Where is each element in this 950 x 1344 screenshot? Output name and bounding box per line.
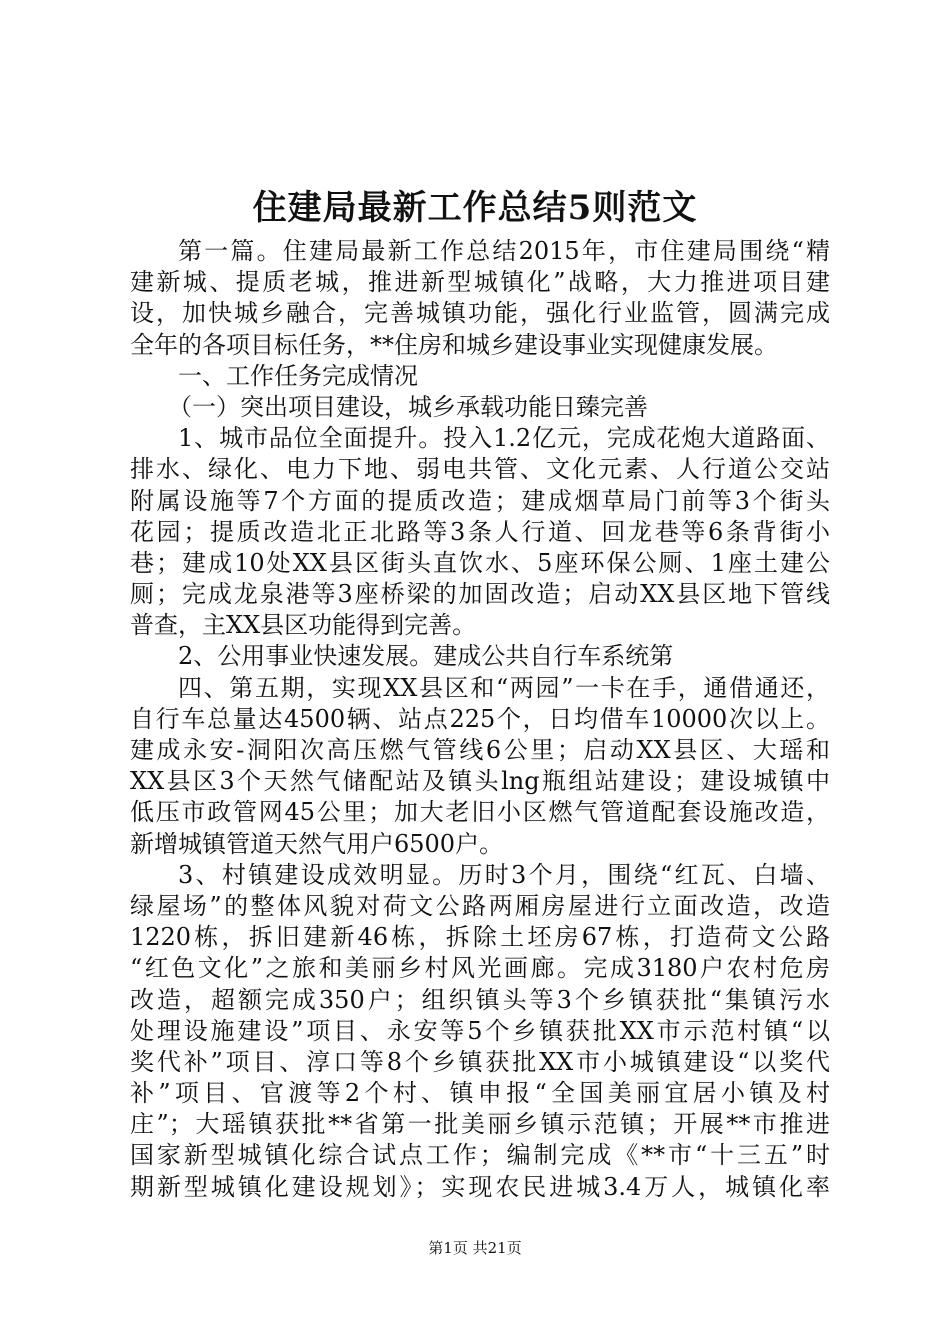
body-line: 排水、绿化、电力下地、弱电共管、文化元素、人行道公交站 — [130, 455, 830, 484]
body-line: 厕；完成龙泉港等3座桥梁的加固改造；启动XX县区地下管线 — [130, 580, 830, 609]
body-line: “红色文化”之旅和美丽乡村风光画廊。完成3180户农村危房 — [130, 954, 830, 983]
body-line: 奖代补”项目、淳口等8个乡镇获批XX市小城镇建设“以奖代 — [130, 1047, 830, 1076]
body-line: 第一篇。住建局最新工作总结2015年，市住建局围绕“精 — [178, 237, 830, 265]
body-line: 附属设施等7个方面的提质改造；建成烟草局门前等3个街头 — [130, 486, 830, 515]
document-title: 住建局最新工作总结5则范文 — [252, 188, 698, 228]
body-line: 补”项目、官渡等2个村、镇申报“全国美丽宜居小镇及村 — [130, 1079, 830, 1108]
body-line: 期新型城镇化建设规划》；实现农民进城3.4万人，城镇化率 — [130, 1172, 830, 1201]
body-line: 花园；提质改造北正北路等3条人行道、回龙巷等6条背街小 — [130, 517, 830, 546]
body-line: 绿屋场”的整体风貌对荷文公路两厢房屋进行立面改造，改造 — [130, 891, 830, 920]
body-line: 巷；建成10处XX县区街头直饮水、5座环保公厕、1座土建公 — [130, 548, 830, 577]
body-line: 1、城市品位全面提升。投入1.2亿元，完成花炮大道路面、 — [178, 424, 830, 453]
body-line: 低压市政管网45公里；加大老旧小区燃气管道配套设施改造， — [130, 798, 830, 827]
body-line: 改造，超额完成350户；组织镇头等3个乡镇获批“集镇污水 — [130, 985, 830, 1014]
body-line: XX县区3个天然气储配站及镇头lng瓶组站建设；建设城镇中 — [130, 767, 830, 796]
body-line: 2、公用事业快速发展。建成公共自行车系统第 — [178, 642, 674, 671]
body-line: 新增城镇管道天然气用户6500户。 — [130, 829, 504, 858]
body-line: 建新城、提质老城，推进新型城镇化”战略，大力推进项目建 — [130, 268, 830, 297]
body-line: 设，加快城乡融合，完善城镇功能，强化行业监管，圆满完成 — [130, 299, 830, 328]
body-line: 四、第五期，实现XX县区和“两园”一卡在手，通借通还， — [178, 673, 830, 702]
body-line: 1220栋，拆旧建新46栋，拆除土坯房67栋，打造荷文公路 — [130, 923, 830, 952]
page-number-footer: 第1页 共21页 — [428, 1239, 522, 1257]
section-heading: 一、工作任务完成情况 — [178, 361, 418, 390]
document-body — [130, 236, 830, 1203]
body-line: 全年的各项目标任务，**住房和城乡建设事业实现健康发展。 — [130, 330, 778, 359]
body-line: 建成永安-洞阳次高压燃气管线6公里；启动XX县区、大瑶和 — [130, 736, 830, 764]
body-line: 庄”；大瑶镇获批**省第一批美丽乡镇示范镇；开展**市推进 — [130, 1110, 830, 1139]
body-line: 3、村镇建设成效明显。历时3个月，围绕“红瓦、白墙、 — [178, 860, 830, 889]
body-line: 国家新型城镇化综合试点工作；编制完成《**市“十三五”时 — [130, 1141, 830, 1170]
subsection-heading: （一）突出项目建设，城乡承载功能日臻完善 — [168, 392, 648, 421]
body-line: 处理设施建设”项目、永安等5个乡镇获批XX市示范村镇“以 — [130, 1016, 830, 1045]
body-line: 普查，主XX县区功能得到完善。 — [130, 611, 477, 640]
body-line: 自行车总量达4500辆、站点225个，日均借车10000次以上。 — [130, 704, 830, 733]
